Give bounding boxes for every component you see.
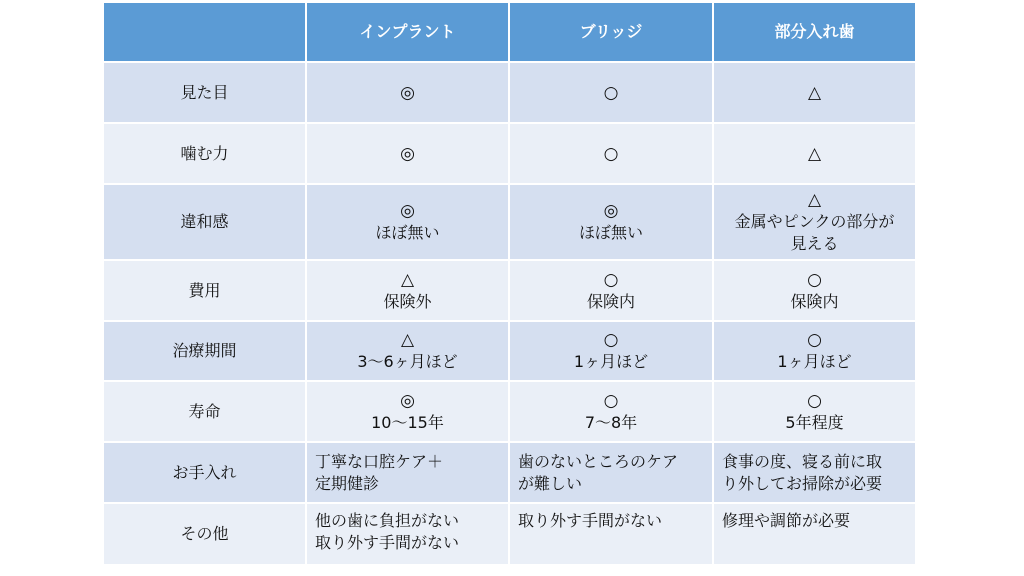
- rating-symbol: ○: [807, 330, 822, 350]
- header-bridge: ブリッジ: [509, 2, 713, 62]
- table-row: [103, 260, 916, 321]
- table-row: [103, 184, 916, 260]
- table-cell: [306, 442, 509, 503]
- table-cell: [713, 381, 916, 442]
- cell-text: 1ヶ月ほど: [777, 352, 852, 371]
- cell-text: 10～15年: [371, 412, 444, 432]
- row-label: その他: [103, 503, 306, 565]
- rating-symbol: ○: [807, 390, 822, 411]
- cell-text: 7～8年: [584, 412, 638, 432]
- row-label: 違和感: [103, 184, 306, 260]
- table-cell: [306, 123, 509, 184]
- table-row: [103, 321, 916, 381]
- cell-text: ほぼ無い: [578, 223, 643, 242]
- cell-text: 取り外す手間がない: [518, 511, 663, 530]
- table-cell: [306, 321, 509, 381]
- row-label: 噛む力: [103, 123, 306, 184]
- table-cell: [509, 381, 713, 442]
- rating-symbol: ◎: [400, 143, 415, 164]
- rating-symbol: ◎: [400, 201, 415, 221]
- table-row: [103, 503, 916, 565]
- table-cell: [509, 442, 713, 503]
- table-row: [103, 62, 916, 123]
- rating-symbol: △: [807, 190, 822, 210]
- cell-text: 食事の度、寝る前に取: [722, 451, 883, 471]
- table-cell: [509, 260, 713, 321]
- table-row: [103, 442, 916, 503]
- rating-symbol: ○: [603, 330, 619, 350]
- rating-symbol: ○: [603, 82, 619, 103]
- table-cell: [306, 62, 509, 123]
- header-partial-denture: 部分入れ歯: [713, 2, 916, 62]
- comparison-table: [102, 1, 917, 566]
- cell-text: 他の歯に負担がない: [315, 511, 460, 530]
- table-cell: [509, 503, 713, 565]
- cell-text: 保険内: [790, 291, 839, 311]
- cell-text: 修理や調節が必要: [722, 511, 851, 530]
- cell-text: 保険外: [383, 291, 432, 311]
- header-row: [103, 2, 916, 62]
- row-label: 寿命: [103, 381, 306, 442]
- table-cell: [713, 62, 916, 123]
- table-cell: [306, 184, 509, 260]
- rating-symbol: △: [400, 269, 415, 290]
- table-cell: [306, 260, 509, 321]
- rating-symbol: ○: [603, 143, 619, 164]
- cell-text: 丁寧な口腔ケア＋: [315, 451, 444, 471]
- cell-text: 3～6ヶ月ほど: [357, 352, 458, 371]
- header-implant: インプラント: [306, 2, 509, 62]
- row-label: 治療期間: [103, 321, 306, 381]
- cell-text: 取り外す手間がない: [315, 533, 460, 552]
- table-body: [103, 62, 916, 565]
- cell-text: り外してお掃除が必要: [722, 473, 883, 493]
- table-cell: [713, 184, 916, 260]
- table-cell: [509, 123, 713, 184]
- table-cell: [306, 503, 509, 565]
- table-cell: [713, 503, 916, 565]
- cell-text: 歯のないところのケア: [518, 451, 679, 471]
- table-cell: [509, 62, 713, 123]
- table-cell: [713, 442, 916, 503]
- table-row: [103, 381, 916, 442]
- rating-symbol: ○: [603, 390, 619, 411]
- table-cell: [306, 381, 509, 442]
- table-cell: [509, 184, 713, 260]
- rating-symbol: △: [807, 82, 822, 103]
- row-label: お手入れ: [103, 442, 306, 503]
- cell-text: 定期健診: [315, 473, 380, 493]
- rating-symbol: ◎: [400, 82, 415, 103]
- cell-text: 金属やピンクの部分が: [734, 212, 895, 231]
- cell-text: が難しい: [518, 473, 583, 493]
- cell-text: 1ヶ月ほど: [573, 352, 649, 371]
- rating-symbol: △: [400, 330, 415, 350]
- row-label: 見た目: [103, 62, 306, 123]
- rating-symbol: ◎: [400, 390, 415, 411]
- cell-text: 見える: [790, 234, 839, 253]
- rating-symbol: ○: [603, 269, 619, 290]
- table-cell: [509, 321, 713, 381]
- table-cell: [713, 260, 916, 321]
- rating-symbol: ◎: [603, 201, 619, 221]
- table-cell: [713, 321, 916, 381]
- cell-text: 保険内: [586, 291, 635, 311]
- rating-symbol: △: [807, 143, 822, 164]
- header-corner-cell: [103, 2, 306, 62]
- cell-text: ほぼ無い: [375, 223, 440, 242]
- table-row: [103, 123, 916, 184]
- rating-symbol: ○: [807, 269, 822, 290]
- table-cell: [713, 123, 916, 184]
- cell-text: 5年程度: [785, 412, 844, 432]
- row-label: 費用: [103, 260, 306, 321]
